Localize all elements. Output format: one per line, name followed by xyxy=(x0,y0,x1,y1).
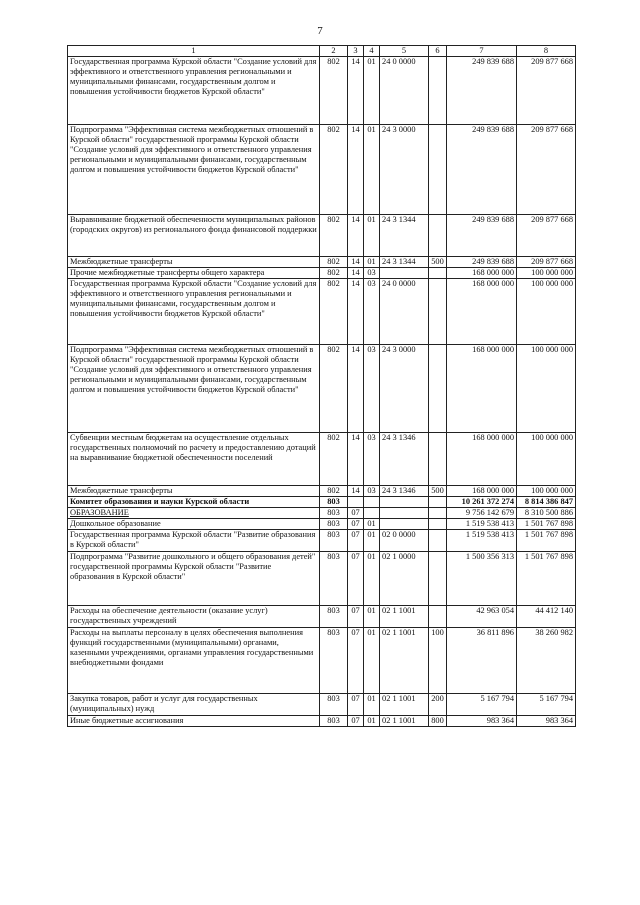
amount-year1-cell: 168 000 000 xyxy=(447,279,517,345)
expense-name-cell xyxy=(68,628,320,694)
amount-year2-cell: 44 412 140 xyxy=(517,606,576,628)
section-code-cell: 14 xyxy=(348,57,364,125)
amount-year2-cell: 209 877 668 xyxy=(517,257,576,268)
expense-type-cell: 800 xyxy=(429,716,447,727)
expense-name-text: Дошкольное образование xyxy=(70,519,161,528)
expense-name-cell xyxy=(68,694,320,716)
amount-year2-cell: 8 310 500 886 xyxy=(517,508,576,519)
expense-type-cell xyxy=(429,125,447,215)
target-article-cell xyxy=(380,497,429,508)
table-row xyxy=(68,552,576,606)
expense-type-cell xyxy=(429,433,447,486)
expense-type-cell xyxy=(429,215,447,257)
target-article-cell: 02 1 0000 xyxy=(380,552,429,606)
expense-name-text: ОБРАЗОВАНИЕ xyxy=(70,508,129,517)
subsection-code-cell: 01 xyxy=(364,215,380,257)
expense-type-cell: 500 xyxy=(429,486,447,497)
target-article-cell: 24 3 0000 xyxy=(380,125,429,215)
subsection-code-cell xyxy=(364,508,380,519)
header-cell: 8 xyxy=(517,46,576,57)
subsection-code-cell: 03 xyxy=(364,345,380,433)
expense-type-cell xyxy=(429,268,447,279)
subsection-code-cell: 01 xyxy=(364,628,380,694)
amount-year2-cell: 5 167 794 xyxy=(517,694,576,716)
expense-name-text: Субвенции местным бюджетам на осуществление отдельных государственных полномочий по расчету и предоставлению дотаций на выравнивание бюджетной обеспеченности поселений xyxy=(70,433,316,462)
subsection-code-cell: 01 xyxy=(364,694,380,716)
amount-year1-cell: 1 500 356 313 xyxy=(447,552,517,606)
expense-name-text: Иные бюджетные ассигнования xyxy=(70,716,184,725)
table-row xyxy=(68,433,576,486)
expense-type-cell xyxy=(429,606,447,628)
section-code-cell: 07 xyxy=(348,519,364,530)
header-cell: 7 xyxy=(447,46,517,57)
amount-year1-cell: 5 167 794 xyxy=(447,694,517,716)
expense-name-text: Расходы на выплаты персоналу в целях обеспечения выполнения функций государственными (муниципальными) органами, казенными учреждениями, органами управления государственными внебюджетными фондами xyxy=(70,628,314,667)
amount-year1-cell: 168 000 000 xyxy=(447,345,517,433)
amount-year2-cell: 209 877 668 xyxy=(517,125,576,215)
grbs-code-cell: 802 xyxy=(320,433,348,486)
section-code-cell: 07 xyxy=(348,508,364,519)
amount-year2-cell: 209 877 668 xyxy=(517,57,576,125)
target-article-cell: 24 3 1346 xyxy=(380,433,429,486)
amount-year2-cell: 8 814 386 847 xyxy=(517,497,576,508)
expense-name-cell xyxy=(68,125,320,215)
expense-type-cell: 200 xyxy=(429,694,447,716)
table-row xyxy=(68,268,576,279)
expense-name-text: Государственная программа Курской области "Развитие образования в Курской области" xyxy=(70,530,316,549)
target-article-cell: 24 0 0000 xyxy=(380,279,429,345)
expense-type-cell: 500 xyxy=(429,257,447,268)
target-article-cell xyxy=(380,519,429,530)
amount-year2-cell: 100 000 000 xyxy=(517,345,576,433)
header-cell: 6 xyxy=(429,46,447,57)
expense-name-text: Государственная программа Курской области "Создание условий для эффективного и ответственного управления региональными и муниципальными финансами, государственным долгом и повышения устойчивости бюджетов Курской области" xyxy=(70,57,317,96)
expense-name-text: Подпрограмма "Развитие дошкольного и общего образования детей" государственной программы Курской области "Развитие образования в Курской области" xyxy=(70,552,316,581)
target-article-cell: 24 0 0000 xyxy=(380,57,429,125)
target-article-cell: 02 0 0000 xyxy=(380,530,429,552)
section-code-cell: 07 xyxy=(348,606,364,628)
grbs-code-cell: 802 xyxy=(320,257,348,268)
amount-year1-cell: 168 000 000 xyxy=(447,486,517,497)
section-code-cell: 07 xyxy=(348,552,364,606)
expense-name-text: Комитет образования и науки Курской области xyxy=(70,497,250,506)
grbs-code-cell: 803 xyxy=(320,606,348,628)
amount-year1-cell: 249 839 688 xyxy=(447,125,517,215)
expense-type-cell xyxy=(429,530,447,552)
expense-name-text: Прочие межбюджетные трансферты общего характера xyxy=(70,268,265,277)
expense-name-cell xyxy=(68,257,320,268)
grbs-code-cell: 803 xyxy=(320,628,348,694)
expense-type-cell xyxy=(429,497,447,508)
table-row xyxy=(68,215,576,257)
table-row xyxy=(68,508,576,519)
amount-year2-cell: 100 000 000 xyxy=(517,486,576,497)
table-body xyxy=(68,57,576,727)
table-row xyxy=(68,279,576,345)
grbs-code-cell: 803 xyxy=(320,508,348,519)
section-code-cell: 14 xyxy=(348,486,364,497)
amount-year1-cell: 1 519 538 413 xyxy=(447,519,517,530)
expense-name-text: Закупка товаров, работ и услуг для государственных (муниципальных) нужд xyxy=(70,694,258,713)
grbs-code-cell: 802 xyxy=(320,486,348,497)
section-code-cell: 07 xyxy=(348,716,364,727)
expense-type-cell xyxy=(429,345,447,433)
grbs-code-cell: 803 xyxy=(320,519,348,530)
section-code-cell: 14 xyxy=(348,345,364,433)
expense-name-cell xyxy=(68,433,320,486)
grbs-code-cell: 803 xyxy=(320,552,348,606)
expense-name-cell xyxy=(68,486,320,497)
budget-table xyxy=(67,45,576,727)
target-article-cell: 24 3 1346 xyxy=(380,486,429,497)
table-row xyxy=(68,345,576,433)
amount-year2-cell: 209 877 668 xyxy=(517,215,576,257)
expense-type-cell xyxy=(429,57,447,125)
section-code-cell: 14 xyxy=(348,433,364,486)
expense-name-cell xyxy=(68,497,320,508)
subsection-code-cell xyxy=(364,497,380,508)
subsection-code-cell: 01 xyxy=(364,606,380,628)
amount-year1-cell: 983 364 xyxy=(447,716,517,727)
expense-type-cell: 100 xyxy=(429,628,447,694)
section-code-cell: 07 xyxy=(348,530,364,552)
section-code-cell: 14 xyxy=(348,279,364,345)
section-code-cell: 14 xyxy=(348,125,364,215)
grbs-code-cell: 802 xyxy=(320,125,348,215)
grbs-code-cell: 802 xyxy=(320,215,348,257)
target-article-cell: 02 1 1001 xyxy=(380,628,429,694)
amount-year1-cell: 1 519 538 413 xyxy=(447,530,517,552)
grbs-code-cell: 802 xyxy=(320,279,348,345)
expense-name-cell xyxy=(68,552,320,606)
grbs-code-cell: 803 xyxy=(320,530,348,552)
section-code-cell: 07 xyxy=(348,628,364,694)
amount-year2-cell: 1 501 767 898 xyxy=(517,530,576,552)
expense-name-text: Государственная программа Курской области "Создание условий для эффективного и ответственного управления региональными и муниципальными финансами, государственным долгом и повышения устойчивости бюджетов Курской области" xyxy=(70,279,317,318)
amount-year2-cell: 100 000 000 xyxy=(517,433,576,486)
table-row xyxy=(68,57,576,125)
expense-name-text: Подпрограмма "Эффективная система межбюджетных отношений в Курской области" государственной программы Курской области "Создание условий для эффективного и ответственного управления региональными и муниципальными финансами, государственным долгом и повышения устойчивости бюджетов Курской области" xyxy=(70,345,314,394)
table-row xyxy=(68,606,576,628)
table-row xyxy=(68,497,576,508)
target-article-cell: 24 3 0000 xyxy=(380,345,429,433)
subsection-code-cell: 03 xyxy=(364,433,380,486)
expense-name-text: Межбюджетные трансферты xyxy=(70,486,173,495)
target-article-cell: 24 3 1344 xyxy=(380,215,429,257)
section-code-cell: 14 xyxy=(348,257,364,268)
grbs-code-cell: 803 xyxy=(320,716,348,727)
table-row xyxy=(68,694,576,716)
target-article-cell xyxy=(380,508,429,519)
section-code-cell: 14 xyxy=(348,268,364,279)
amount-year1-cell: 249 839 688 xyxy=(447,257,517,268)
subsection-code-cell: 01 xyxy=(364,530,380,552)
expense-name-cell xyxy=(68,519,320,530)
subsection-code-cell: 01 xyxy=(364,125,380,215)
page-number: 7 xyxy=(317,25,323,37)
grbs-code-cell: 802 xyxy=(320,268,348,279)
amount-year2-cell: 100 000 000 xyxy=(517,268,576,279)
expense-name-cell xyxy=(68,606,320,628)
table-row xyxy=(68,716,576,727)
grbs-code-cell: 802 xyxy=(320,57,348,125)
amount-year1-cell: 10 261 372 274 xyxy=(447,497,517,508)
header-cell: 5 xyxy=(380,46,429,57)
table-row xyxy=(68,530,576,552)
grbs-code-cell: 803 xyxy=(320,497,348,508)
amount-year2-cell: 100 000 000 xyxy=(517,279,576,345)
section-code-cell: 07 xyxy=(348,694,364,716)
target-article-cell: 02 1 1001 xyxy=(380,606,429,628)
target-article-cell: 24 3 1344 xyxy=(380,257,429,268)
amount-year1-cell: 249 839 688 xyxy=(447,215,517,257)
expense-name-cell xyxy=(68,345,320,433)
amount-year1-cell: 168 000 000 xyxy=(447,268,517,279)
amount-year1-cell: 249 839 688 xyxy=(447,57,517,125)
table-row xyxy=(68,486,576,497)
expense-type-cell xyxy=(429,552,447,606)
subsection-code-cell: 01 xyxy=(364,519,380,530)
table-row xyxy=(68,628,576,694)
expense-name-cell xyxy=(68,279,320,345)
amount-year2-cell: 1 501 767 898 xyxy=(517,519,576,530)
amount-year1-cell: 42 963 054 xyxy=(447,606,517,628)
expense-name-text: Межбюджетные трансферты xyxy=(70,257,173,266)
expense-name-text: Расходы на обеспечение деятельности (оказание услуг) государственных учреждений xyxy=(70,606,268,625)
expense-name-cell xyxy=(68,716,320,727)
amount-year1-cell: 9 756 142 679 xyxy=(447,508,517,519)
table-row xyxy=(68,257,576,268)
header-cell: 2 xyxy=(320,46,348,57)
subsection-code-cell: 01 xyxy=(364,257,380,268)
grbs-code-cell: 802 xyxy=(320,345,348,433)
header-cell: 1 xyxy=(68,46,320,57)
section-code-cell: 14 xyxy=(348,215,364,257)
expense-type-cell xyxy=(429,519,447,530)
target-article-cell: 02 1 1001 xyxy=(380,716,429,727)
amount-year2-cell: 1 501 767 898 xyxy=(517,552,576,606)
amount-year1-cell: 36 811 896 xyxy=(447,628,517,694)
subsection-code-cell: 03 xyxy=(364,268,380,279)
expense-name-text: Подпрограмма "Эффективная система межбюджетных отношений в Курской области" государственной программы Курской области "Создание условий для эффективного и ответственного управления региональными и муниципальными финансами, государственным долгом и повышения устойчивости бюджетов Курской области" xyxy=(70,125,314,174)
header-row xyxy=(68,46,576,57)
subsection-code-cell: 01 xyxy=(364,552,380,606)
amount-year1-cell: 168 000 000 xyxy=(447,433,517,486)
header-cell: 4 xyxy=(364,46,380,57)
subsection-code-cell: 01 xyxy=(364,57,380,125)
grbs-code-cell: 803 xyxy=(320,694,348,716)
subsection-code-cell: 03 xyxy=(364,486,380,497)
expense-name-cell xyxy=(68,57,320,125)
section-code-cell xyxy=(348,497,364,508)
amount-year2-cell: 983 364 xyxy=(517,716,576,727)
expense-name-cell xyxy=(68,508,320,519)
amount-year2-cell: 38 260 982 xyxy=(517,628,576,694)
expense-type-cell xyxy=(429,508,447,519)
subsection-code-cell: 03 xyxy=(364,279,380,345)
subsection-code-cell: 01 xyxy=(364,716,380,727)
expense-type-cell xyxy=(429,279,447,345)
expense-name-cell xyxy=(68,215,320,257)
expense-name-cell xyxy=(68,530,320,552)
target-article-cell: 02 1 1001 xyxy=(380,694,429,716)
table-row xyxy=(68,125,576,215)
target-article-cell xyxy=(380,268,429,279)
expense-name-cell xyxy=(68,268,320,279)
header-cell: 3 xyxy=(348,46,364,57)
expense-name-text: Выравнивание бюджетной обеспеченности муниципальных районов (городских округов) из регионального фонда финансовой поддержки xyxy=(70,215,317,234)
table-row xyxy=(68,519,576,530)
